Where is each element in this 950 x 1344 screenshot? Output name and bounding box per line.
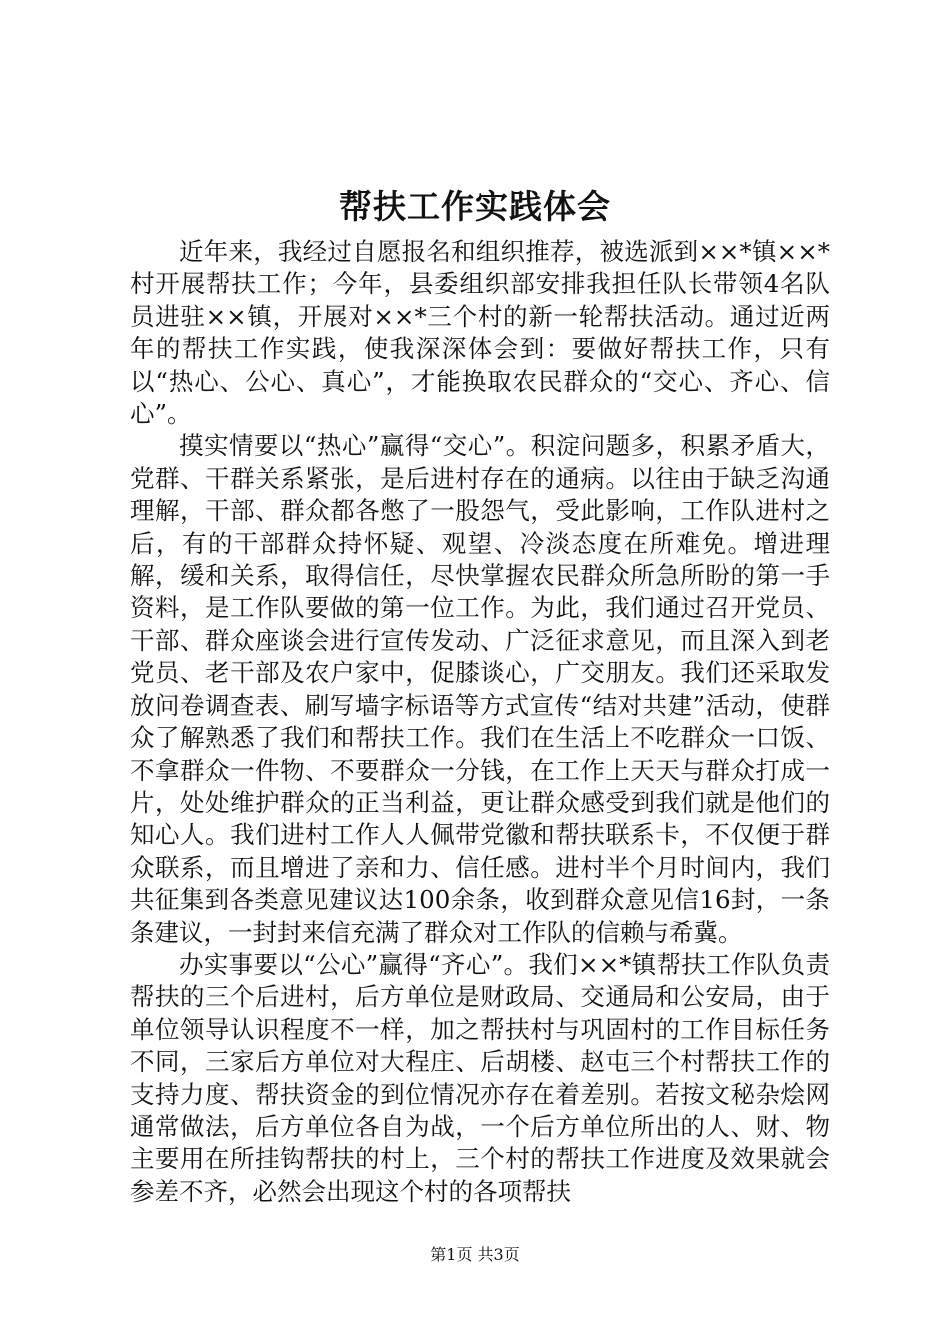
- document-title: 帮扶工作实践体会: [339, 187, 611, 226]
- document-body: [130, 236, 830, 1208]
- paragraph-intro: 近年来，我经过自愿报名和组织推荐，被选派到××*镇××*村开展帮扶工作；今年，县委组织部安排我担任队长带领4名队员进驻××镇，开展对××*三个村的新一轮帮扶活动。通过近两年的帮扶工作实践，使我深深体会到：要做好帮扶工作，只有以“热心、公心、真心”，才能换取农民群众的“交心、齐心、信心”。: [130, 237, 830, 429]
- page-footer: 第1页 共3页: [430, 1245, 520, 1264]
- paragraph-public-heart: 办实事要以“公心”赢得“齐心”。我们××*镇帮扶工作队负责帮扶的三个后进村，后方单位是财政局、交通局和公安局，由于单位领导认识程度不一样，加之帮扶村与巩固村的工作目标任务不同，三家后方单位对大程庄、后胡楼、赵屯三个村帮扶工作的支持力度、帮扶资金的到位情况亦存在着差别。若按文秘杂烩网通常做法，后方单位各自为战，一个后方单位所出的人、财、物主要用在所挂钩帮扶的村上，三个村的帮扶工作进度及效果就会参差不齐，必然会出现这个村的各项帮扶: [130, 949, 830, 1206]
- paragraph-warm-heart: 摸实情要以“热心”赢得“交心”。积淀问题多，积累矛盾大，党群、干群关系紧张，是后进村存在的通病。以往由于缺乏沟通理解，干部、群众都各憋了一股怨气，受此影响，工作队进村之后，有的干部群众持怀疑、观望、冷淡态度在所难免。增进理解，缓和关系，取得信任，尽快掌握农民群众所急所盼的第一手资料，是工作队要做的第一位工作。为此，我们通过召开党员、干部、群众座谈会进行宣传发动、广泛征求意见，而且深入到老党员、老干部及农户家中，促膝谈心，广交朋友。我们还采取发放问卷调查表、刷写墙字标语等方式宣传“结对共建”活动，使群众了解熟悉了我们和帮扶工作。我们在生活上不吃群众一口饭、不拿群众一件物、不要群众一分钱，在工作上天天与群众打成一片，处处维护群众的正当利益，更让群众感受到我们就是他们的知心人。我们进村工作人人佩带党徽和帮扶联系卡，不仅便于群众联系，而且增进了亲和力、信任感。进村半个月时间内，我们共征集到各类意见建议达100余条，收到群众意见信16封，一条条建议，一封封来信充满了群众对工作队的信赖与希冀。: [130, 431, 830, 947]
